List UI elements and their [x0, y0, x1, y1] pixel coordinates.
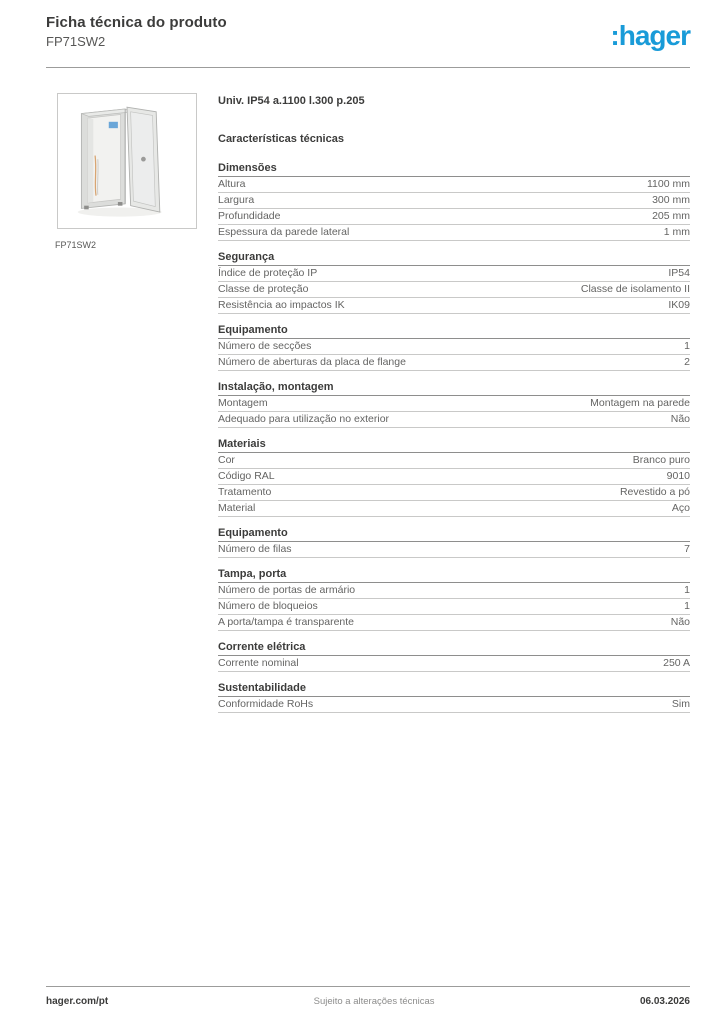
- spec-section: [218, 251, 690, 314]
- spec-section: [218, 381, 690, 428]
- spec-value: 1: [684, 340, 690, 352]
- content: [46, 93, 690, 723]
- spec-label: Montagem: [218, 397, 268, 409]
- section-title: Dimensões: [218, 162, 690, 177]
- spec-value: Montagem na parede: [590, 397, 690, 409]
- spec-row: [218, 266, 690, 282]
- footer-date: 06.03.2026: [639, 996, 690, 1007]
- section-title: Corrente elétrica: [218, 641, 690, 656]
- spec-row: [218, 193, 690, 209]
- spec-row: [218, 501, 690, 517]
- product-summary: Univ. IP54 a.1100 l.300 p.205: [218, 95, 365, 107]
- spec-label: Número de portas de armário: [218, 584, 356, 596]
- page-footer: [46, 986, 690, 1007]
- spec-row: [218, 209, 690, 225]
- section-title: Segurança: [218, 251, 690, 266]
- spec-label: Profundidade: [218, 210, 281, 222]
- spec-value: 1 mm: [663, 226, 690, 238]
- spec-row: [218, 469, 690, 485]
- spec-row: [218, 697, 690, 713]
- spec-row: [218, 298, 690, 314]
- spec-label: Resistência ao impactos IK: [218, 299, 345, 311]
- spec-label: Corrente nominal: [218, 657, 299, 669]
- spec-row: [218, 485, 690, 501]
- product-image-caption: FP71SW2: [55, 240, 97, 250]
- section-title: Tampa, porta: [218, 568, 690, 583]
- spec-label: Conformidade RoHs: [218, 698, 314, 710]
- spec-section: [218, 527, 690, 558]
- product-image-column: [46, 93, 218, 723]
- spec-value: 9010: [666, 470, 690, 482]
- spec-row: [218, 339, 690, 355]
- product-code: FP71SW2: [46, 34, 106, 49]
- spec-row: [218, 177, 690, 193]
- spec-row: [218, 355, 690, 371]
- spec-row: [218, 599, 690, 615]
- cabinet-illustration: [63, 99, 191, 223]
- spec-row: [218, 453, 690, 469]
- spec-value: 1100 mm: [647, 178, 690, 190]
- spec-row: [218, 615, 690, 631]
- spec-value: 1: [684, 600, 690, 612]
- spec-label: Índice de proteção IP: [218, 267, 318, 279]
- section-title: Equipamento: [218, 527, 690, 542]
- spec-value: 205 mm: [652, 210, 690, 222]
- spec-value: Aço: [671, 502, 690, 514]
- spec-value: Sim: [671, 698, 690, 710]
- spec-value: Revestido a pó: [619, 486, 690, 498]
- spec-row: [218, 542, 690, 558]
- spec-column: [218, 93, 690, 723]
- spec-section: [218, 162, 690, 241]
- section-title: Instalação, montagem: [218, 381, 690, 396]
- spec-label: Adequado para utilização no exterior: [218, 413, 390, 425]
- spec-value: Branco puro: [632, 454, 690, 466]
- spec-label: Cor: [218, 454, 235, 466]
- section-title: Materiais: [218, 438, 690, 453]
- spec-value: Não: [670, 616, 690, 628]
- section-title: Sustentabilidade: [218, 682, 690, 697]
- spec-row: [218, 412, 690, 428]
- spec-label: Tratamento: [218, 486, 272, 498]
- spec-label: Número de aberturas da placa de flange: [218, 356, 406, 368]
- spec-value: 1: [684, 584, 690, 596]
- spec-section: [218, 438, 690, 517]
- spec-label: Número de filas: [218, 543, 292, 555]
- spec-section: [218, 641, 690, 672]
- page-title: Ficha técnica do produto: [46, 14, 227, 31]
- footer-website: hager.com/pt: [46, 996, 109, 1007]
- sections: [218, 162, 690, 713]
- spec-row: [218, 396, 690, 412]
- spec-label: Espessura da parede lateral: [218, 226, 350, 238]
- spec-row: [218, 225, 690, 241]
- spec-label: Número de bloqueios: [218, 600, 318, 612]
- spec-section: [218, 682, 690, 713]
- section-title: Equipamento: [218, 324, 690, 339]
- spec-value: Não: [670, 413, 690, 425]
- spec-label: Código RAL: [218, 470, 275, 482]
- spec-row: [218, 656, 690, 672]
- spec-label: Material: [218, 502, 256, 514]
- spec-row: [218, 282, 690, 298]
- characteristics-title: Características técnicas: [218, 133, 344, 145]
- spec-value: IK09: [668, 299, 690, 311]
- product-image: [57, 93, 197, 229]
- spec-label: A porta/tampa é transparente: [218, 616, 355, 628]
- hager-logo: :hager: [610, 20, 690, 51]
- title-block: [46, 14, 227, 50]
- spec-value: 7: [684, 543, 690, 555]
- spec-section: [218, 568, 690, 631]
- page-header: [46, 14, 690, 68]
- footer-disclaimer: Sujeito a alterações técnicas: [313, 996, 435, 1007]
- spec-value: Classe de isolamento II: [580, 283, 690, 295]
- spec-label: Altura: [218, 178, 246, 190]
- spec-label: Largura: [218, 194, 255, 206]
- spec-value: 300 mm: [652, 194, 690, 206]
- spec-value: 2: [684, 356, 690, 368]
- spec-row: [218, 583, 690, 599]
- spec-value: IP54: [668, 267, 690, 279]
- spec-label: Número de secções: [218, 340, 312, 352]
- spec-value: 250 A: [663, 657, 690, 669]
- spec-section: [218, 324, 690, 371]
- spec-label: Classe de proteção: [218, 283, 309, 295]
